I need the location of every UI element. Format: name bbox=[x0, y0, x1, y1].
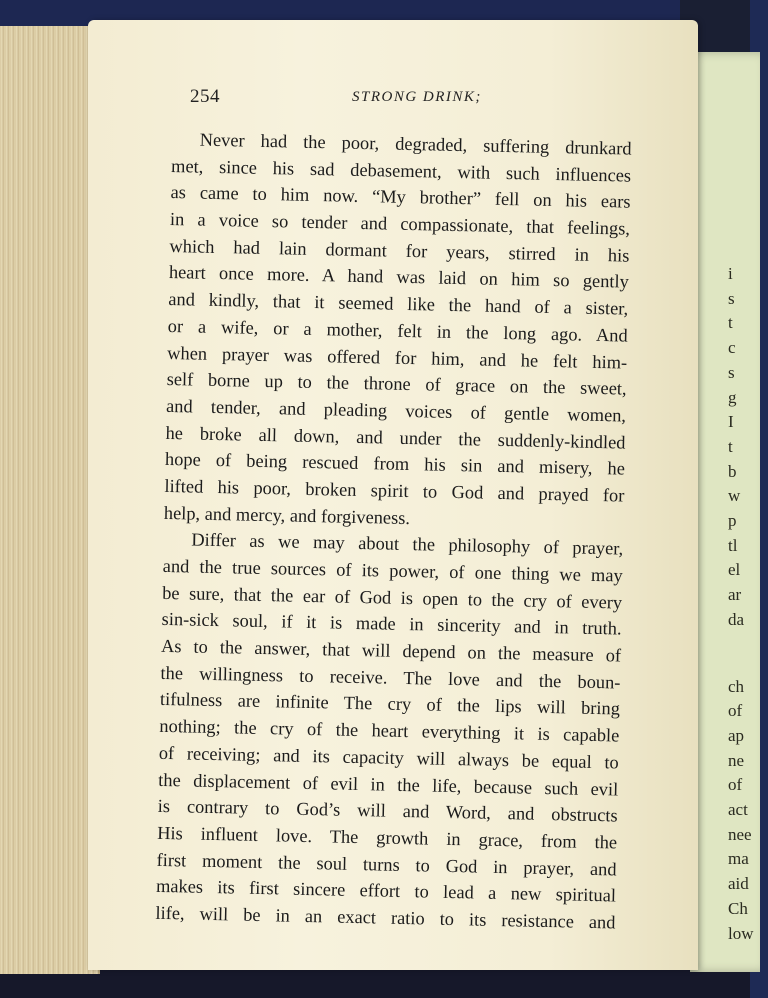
text-line: first moment the soul turns to God in prayer, and bbox=[156, 849, 617, 880]
text-line: hope of being rescued from his sin and misery, he bbox=[164, 449, 626, 479]
text-line: tifulness are infinite The cry of the lips will bring bbox=[159, 689, 621, 719]
running-head: STRONG DRINK; bbox=[352, 89, 482, 105]
facing-page-fragment: I bbox=[728, 412, 734, 432]
text-line: makes its first sincere effort to lead a new spiritual bbox=[155, 876, 617, 906]
text-line: is contrary to God’s will and Word, and obstructs bbox=[157, 796, 618, 826]
stacked-page-edges bbox=[0, 26, 100, 974]
facing-page-fragment: act bbox=[728, 800, 748, 820]
facing-page-fragment: ch bbox=[728, 676, 745, 696]
facing-page-fragment: t bbox=[728, 313, 733, 333]
facing-page-fragment: b bbox=[728, 461, 737, 481]
facing-page-fragment: aid bbox=[728, 874, 749, 894]
facing-page-fragment: t bbox=[728, 436, 733, 456]
facing-page-fragment: ar bbox=[728, 585, 742, 605]
text-line: help, and mercy, and forgiveness. bbox=[163, 502, 411, 528]
facing-page-fragment: i bbox=[728, 264, 733, 283]
facing-page-fragment: ma bbox=[728, 849, 749, 869]
facing-page-fragment: g bbox=[728, 387, 737, 407]
text-line: life, will be in an exact ratio to its resistance and bbox=[155, 902, 616, 933]
page-number: 254 bbox=[190, 86, 220, 107]
facing-page-fragment: low bbox=[728, 923, 754, 943]
text-line: nothing; the cry of the heart everything it is capable bbox=[159, 715, 620, 746]
text-line: heart once more. A hand was laid on him so gently bbox=[168, 262, 630, 293]
facing-page-fragment: da bbox=[728, 609, 745, 629]
text-line: Differ as we may about the philosophy of prayer, bbox=[191, 529, 624, 559]
text-line: His influent love. The growth in grace, from the bbox=[156, 822, 618, 853]
facing-page-fragment: ap bbox=[728, 725, 745, 745]
text-line: and the true sources of its power, of one thing we may bbox=[162, 555, 623, 586]
page-header bbox=[190, 86, 640, 116]
text-line: the willingness to receive. The love and the boun- bbox=[160, 662, 621, 693]
text-line: of receiving; and its capacity will always be equal to bbox=[158, 742, 619, 773]
text-line: self borne up to the throne of grace on the sweet, bbox=[166, 369, 627, 399]
facing-page-gap bbox=[728, 633, 768, 675]
facing-page-fragment: w bbox=[728, 486, 741, 506]
text-line: be sure, that the ear of God is open to the cry of every bbox=[162, 582, 623, 613]
facing-page-fragment: c bbox=[728, 338, 736, 358]
facing-page-fragment: tl bbox=[728, 535, 738, 555]
scanner-background-bottom bbox=[0, 968, 750, 998]
text-line: the displacement of evil in the life, because such evil bbox=[158, 769, 619, 799]
text-line: sin-sick soul, if it is made in sincerity and in truth. bbox=[161, 609, 622, 639]
facing-page bbox=[690, 52, 760, 972]
facing-page-fragment: nee bbox=[728, 824, 752, 844]
text-line: or a wife, or a mother, felt in the long ago. And bbox=[167, 315, 628, 346]
text-line: As to the answer, that will depend on the measure of bbox=[160, 635, 622, 666]
facing-page-fragment: s bbox=[728, 288, 735, 308]
facing-page-fragment: p bbox=[728, 511, 737, 531]
body-text bbox=[155, 126, 632, 936]
facing-page-fragment: of bbox=[728, 701, 743, 721]
text-line: met, since his sad debasement, with such influences bbox=[170, 155, 632, 186]
text-line: as came to him now. “My brother” fell on his ears bbox=[170, 182, 631, 212]
facing-page-fragment: of bbox=[728, 775, 743, 795]
facing-page-fragment: ne bbox=[728, 750, 745, 770]
text-line: Never had the poor, degraded, suffering drunkard bbox=[199, 129, 632, 159]
facing-page-text-fragments bbox=[728, 262, 768, 946]
facing-page-fragment: s bbox=[728, 362, 735, 382]
facing-page-fragment: Ch bbox=[728, 898, 748, 918]
text-line: lifted his poor, broken spirit to God and prayed for bbox=[164, 475, 625, 506]
text-line: and kindly, that it seemed like the hand of a sister, bbox=[168, 289, 629, 319]
text-line: which had lain dormant for years, stirred in his bbox=[169, 235, 630, 266]
text-line: when prayer was offered for him, and he felt him- bbox=[167, 342, 628, 373]
facing-page-fragment: el bbox=[728, 560, 741, 580]
text-line: and tender, and pleading voices of gentle women, bbox=[165, 395, 627, 426]
text-line: in a voice so tender and compassionate, that feelings, bbox=[169, 209, 631, 239]
text-line: he broke all down, and under the suddenly-kindled bbox=[165, 422, 626, 453]
